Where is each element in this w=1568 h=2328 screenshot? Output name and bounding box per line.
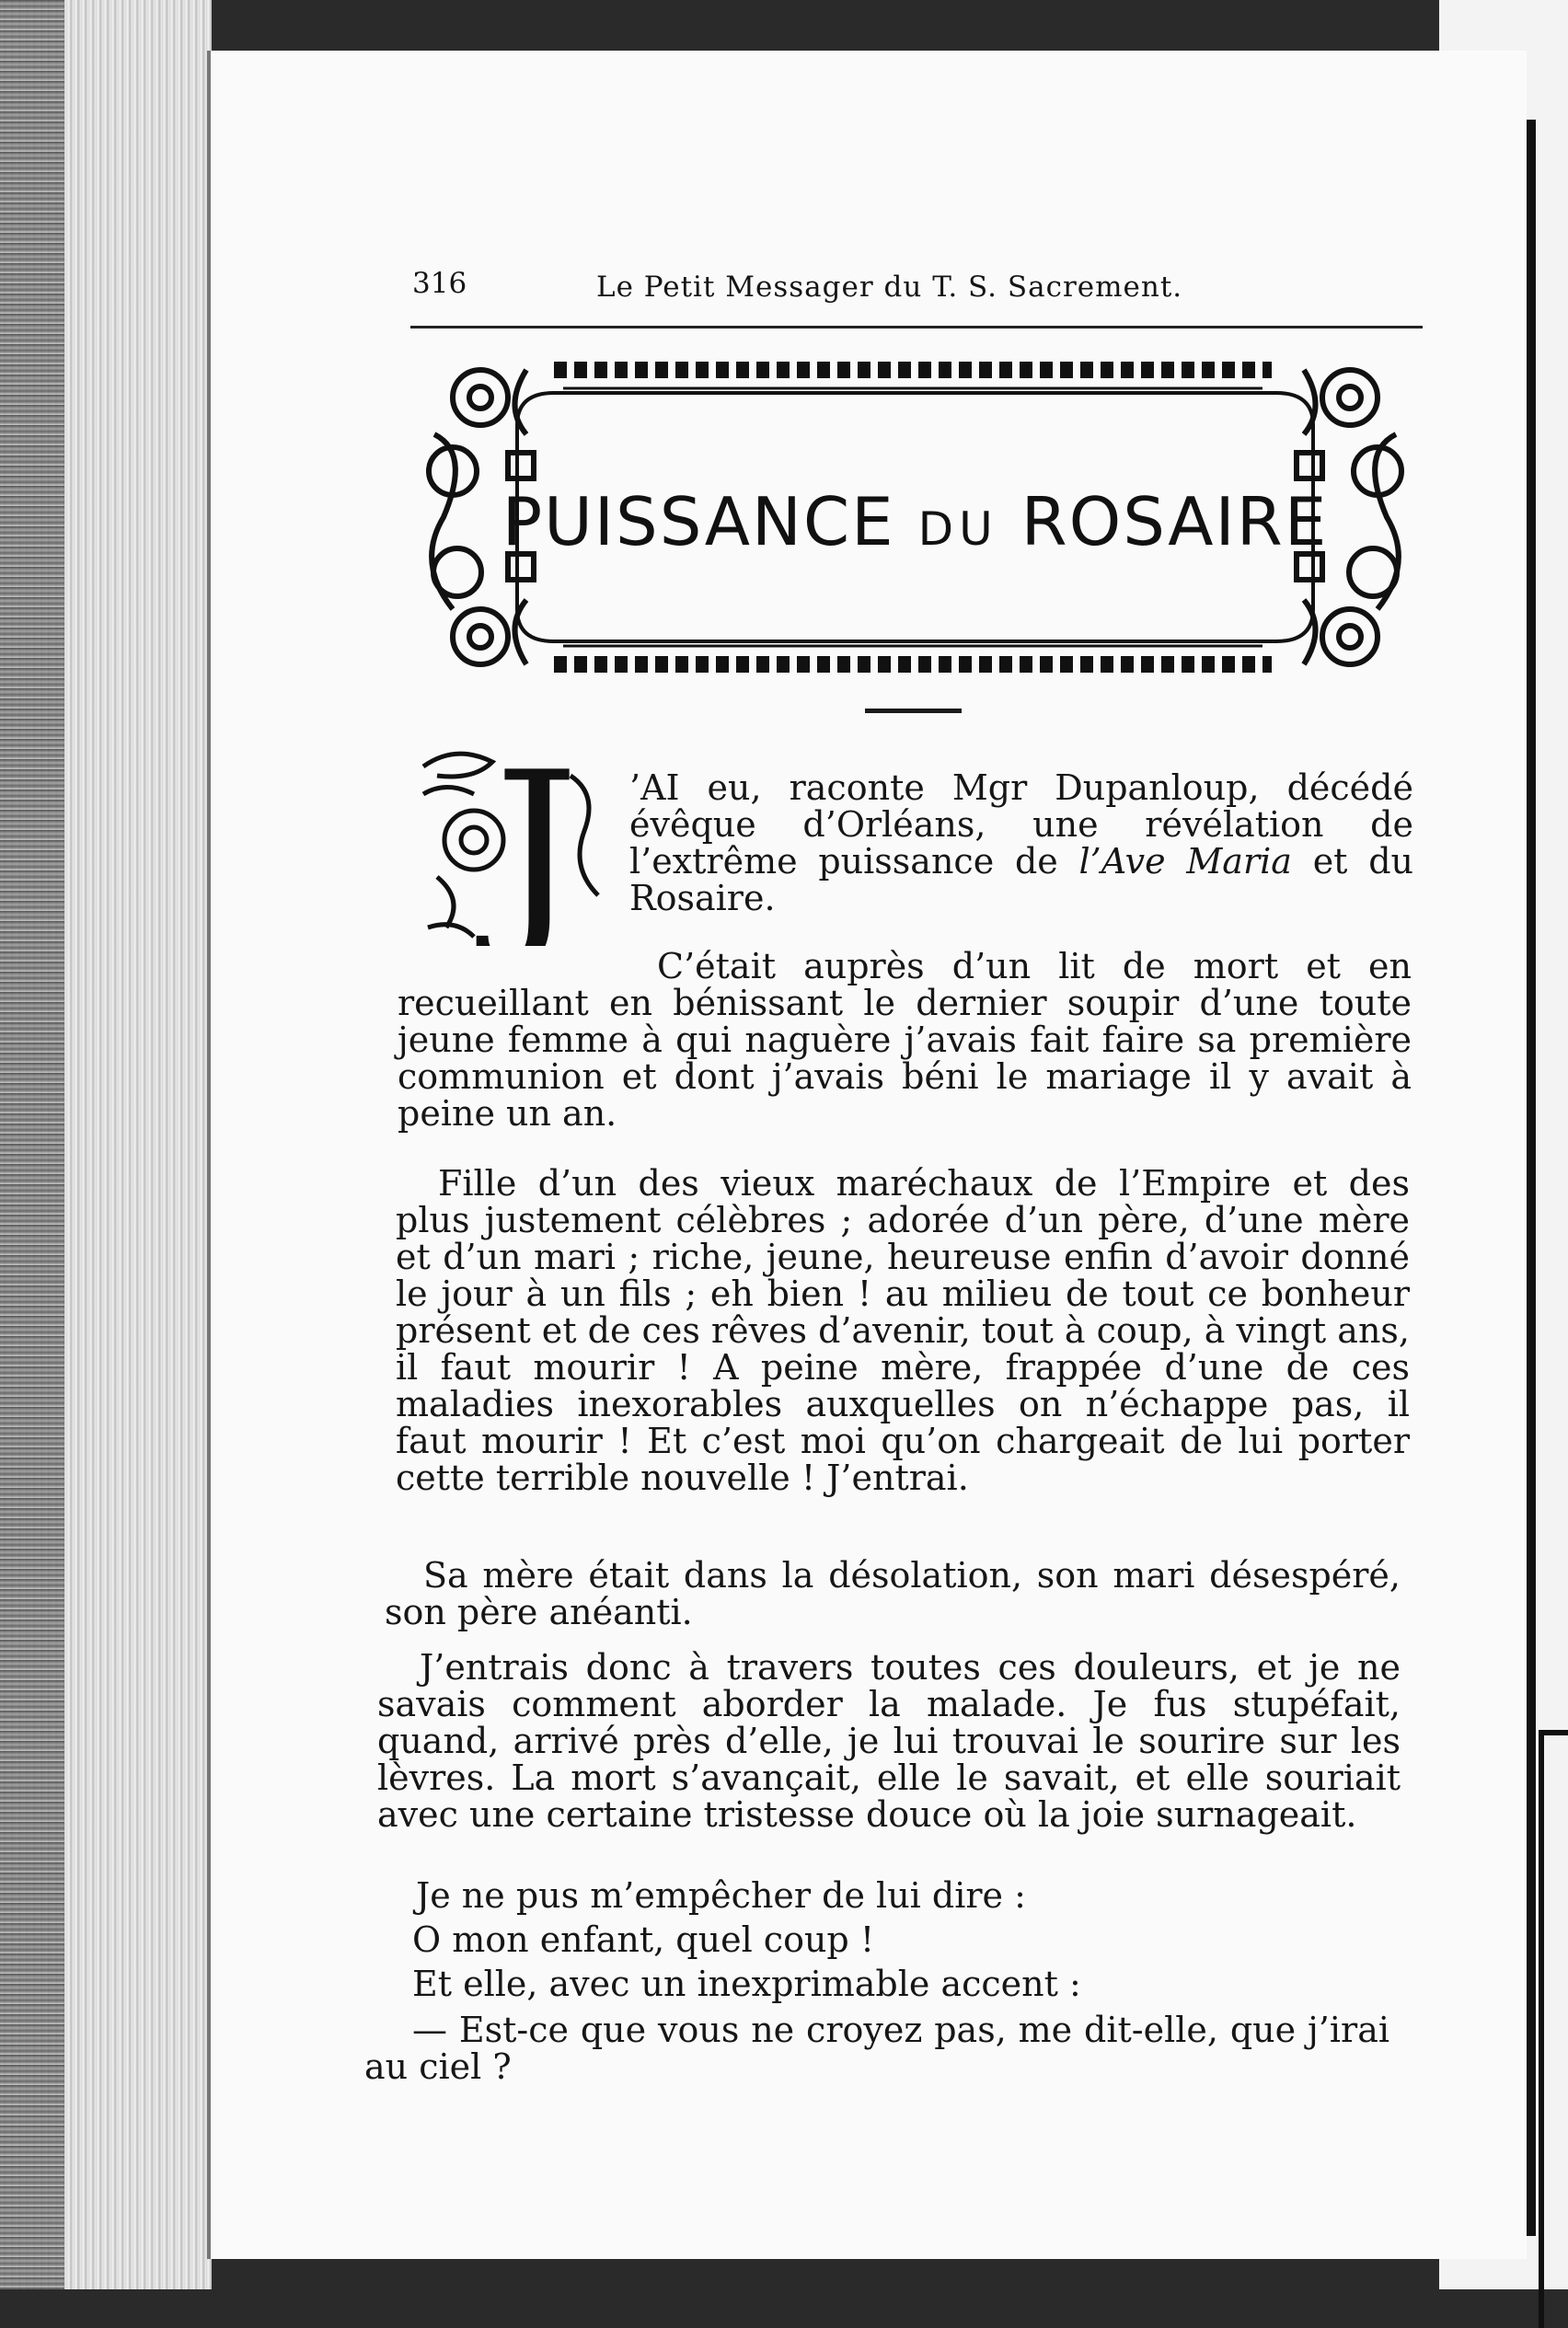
book-spine-shadow bbox=[0, 0, 64, 2289]
dropcap-letter: J bbox=[494, 739, 580, 946]
paragraph-1-italic: l’Ave Maria bbox=[1078, 841, 1292, 882]
paragraph-1 bbox=[629, 769, 1413, 916]
title-word-2: ROSAIRE bbox=[1020, 483, 1329, 560]
paragraph-2: C’était auprès d’un lit de mort et en recueillant en bénissant le dernier soupir d’une toute jeune femme à qui naguère j’avais fait faire sa première communion et dont j’avais béni le mariage il y avait à peine un an. bbox=[398, 946, 1412, 1134]
paragraph-4: Sa mère était dans la désolation, son mari désespéré, son père anéanti. bbox=[385, 1555, 1401, 1632]
paragraph-9: — Est-ce que vous ne croyez pas, me dit-elle, que j’irai au ciel ? bbox=[364, 2010, 1389, 2087]
running-title: Le Petit Messager du T. S. Sacrement. bbox=[596, 271, 1183, 304]
page-number: 316 bbox=[412, 267, 467, 300]
paragraph-1-end: et du Rosaire. bbox=[629, 841, 1413, 918]
ornamental-dropcap-j bbox=[419, 739, 607, 946]
paragraph-5: J’entrais donc à travers toutes ces douleurs, et je ne savais comment aborder la malade. Je fus stupéfait, quand, arrivé près d’elle, je lui trouvai le sourire sur les lèvres. La mort s’avançait, elle le savait, et elle souriait avec une certaine tristesse douce où la joie surnageait. bbox=[377, 1647, 1401, 1835]
article-title bbox=[416, 480, 1414, 570]
page-header bbox=[412, 267, 1417, 309]
title-word-1: PUISSANCE bbox=[502, 483, 895, 560]
dropcap-illustration-svg bbox=[419, 739, 607, 946]
right-frame-corner bbox=[1539, 1730, 1568, 2328]
paragraph-8: Et elle, avec un inexprimable accent : bbox=[412, 1964, 1081, 2004]
paragraph-1-text: ’AI eu, raconte Mgr Dupanloup, décédé évêque d’Orléans, une révélation de l’extrême puissance de bbox=[629, 767, 1413, 882]
title-word-du: DU bbox=[917, 502, 998, 556]
title-ornamental-frame bbox=[416, 342, 1414, 692]
paragraph-6: Je ne pus m’empêcher de lui dire : bbox=[416, 1875, 1026, 1916]
title-separator-rule bbox=[865, 709, 962, 713]
paragraph-3: Fille d’un des vieux maréchaux de l’Empire et des plus justement célèbres ; adorée d’un père, d’une mère et d’un mari ; riche, jeune, heureuse enfin d’avoir donné le jour à un fils ; eh bien ! au milieu de tout ce bonheur présent et de ces rêves d’avenir, tout à coup, à vingt ans, il faut mourir ! A peine mère, frappée d’une de ces maladies inexorables auxquelles on n’échappe pas, il faut mourir ! Et c’est moi qu’on chargeait de lui porter cette terrible nouvelle ! J’entrai. bbox=[396, 1163, 1410, 1498]
paragraph-7: O mon enfant, quel coup ! bbox=[412, 1919, 875, 1960]
header-rule bbox=[410, 326, 1423, 328]
